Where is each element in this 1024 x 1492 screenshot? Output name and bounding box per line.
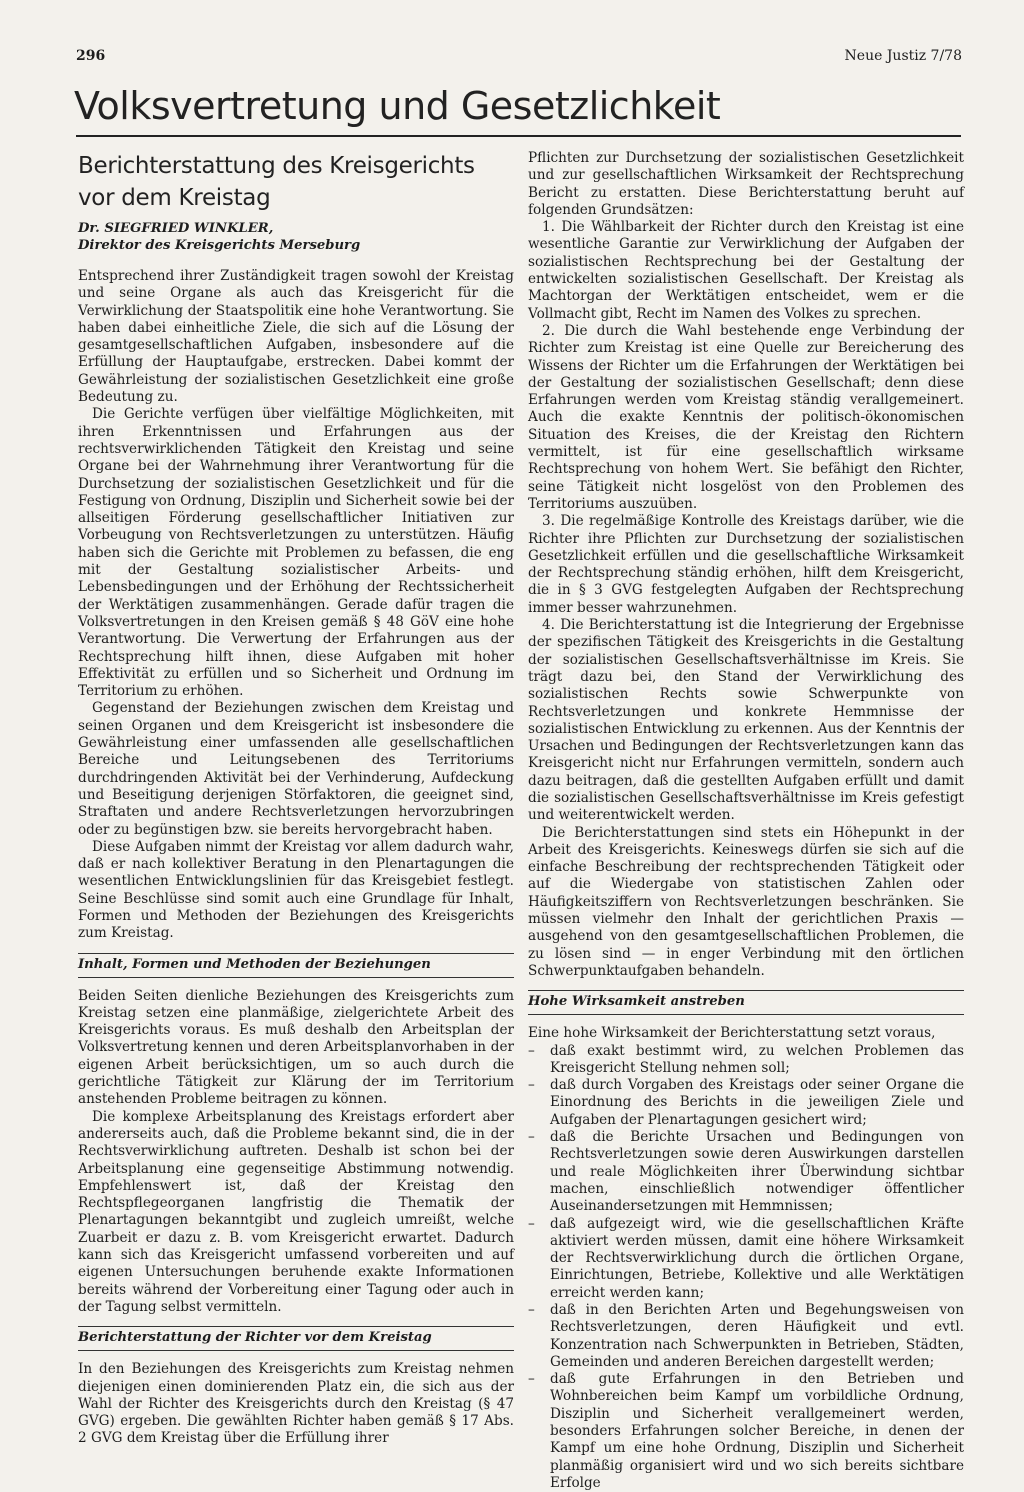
paragraph: Pflichten zur Durchsetzung der sozialistischen Gesetzlichkeit und zur gesellschaftlichen Wirksamkeit der Rechtsprechung Bericht zu erstatten. Diese Berichterstattung beruht auf folgenden Grundsätzen: xyxy=(528,150,964,218)
article-title-line: Berichterstattung des Kreisgerichts xyxy=(78,153,475,179)
paragraph: 1. Die Wählbarkeit der Richter durch den Kreistag ist eine wesentliche Garantie zur Verwirklichung der Aufgaben der sozialistischen Rechtsprechung bei der Gestaltung der entwickelten sozialistischen Gesellschaft. Der Kreistag als Machtorgan der Werktätigen entscheidet, wem er die Vollmacht gibt, Recht im Namen des Volkes zu sprechen. xyxy=(528,219,964,322)
list-item: – daß aufgezeigt wird, wie die gesellschaftlichen Kräfte aktiviert werden müssen, damit eine höhere Wirksamkeit der Rechtsverwirklichung durch die örtlichen Organe, Einrichtungen, Betriebe, Kollektive und alle Werktätigen erreicht werden kann; xyxy=(528,1216,964,1302)
right-column xyxy=(528,150,964,1492)
paragraph: Die komplexe Arbeitsplanung des Kreistags erfordert aber andererseits auch, daß die Probleme bekannt sind, die in der Rechtsverwirklichung auftreten. Deshalb ist schon bei der Arbeitsplanung eine gegenseitige Abstimmung notwendig. Empfehlenswert ist, daß der Kreistag den Rechtspflegeorganen langfristig die Thematik der Plenartagungen bekanntgibt und zugleich umreißt, welche Zuarbeit er dazu z. B. vom Kreisgericht erwartet. Dadurch kann sich das Kreisgericht umfassend vorbereiten und auf eigenen Untersuchungen beruhende exakte Informationen bereits während der Vorbereitung einer Tagung oder auch in der Tagung selbst vermitteln. xyxy=(78,1108,514,1315)
paragraph: Beiden Seiten dienliche Beziehungen des Kreisgerichts zum Kreistag setzen eine planmäßige, zielgerichtete Arbeit des Kreisgerichts voraus. Es muß deshalb den Arbeitsplan der Volksvertretung kennen und deren Arbeitsplanvorhaben in der eigenen Arbeit berücksichtigen, um so auch durch die gerichtliche Tätigkeit zur Klärung der im Territorium anstehenden Probleme beitragen zu können. xyxy=(78,987,514,1108)
paragraph: Die Gerichte verfügen über vielfältige Möglichkeiten, mit ihren Erkenntnissen und Erfahrungen aus der rechtsverwirklichenden Tätigkeit den Kreistag und seine Organe bei der Wahrnehmung ihrer Verantwortung für die Durchsetzung der sozialistischen Gesetzlichkeit und für die Festigung von Ordnung, Disziplin und Sicherheit sowie bei der allseitigen Förderung gesellschaftlicher Initiativen zur Vorbeugung von Rechtsverletzungen zu unterstützen. Häufig haben sich die Gerichte mit Problemen zu befassen, die eng mit der Gestaltung sozialistischer Arbeits- und Lebensbedingungen und der Erhöhung der Rechtssicherheit der Werktätigen zusammenhängen. Gerade dafür tragen die Volksvertretungen in den Kreisen gemäß § 48 GöV eine hohe Verantwortung. Die Verwertung der Erfahrungen aus der Rechtsprechung hilft ihnen, diese Aufgaben mit hoher Effektivität zu erfüllen und so Sicherheit und Ordnung im Territorium zu erhöhen. xyxy=(78,406,514,700)
paragraph: 3. Die regelmäßige Kontrolle des Kreistags darüber, wie die Richter ihre Pflichten zur Durchsetzung der sozialistischen Gesetzlichkeit erfüllen und die gesellschaftliche Wirksamkeit der Rechtsprechung ständig erhöhen, hilft dem Kreisgericht, die in § 3 GVG festgelegten Aufgaben der Rechtsprechung immer besser wahrzunehmen. xyxy=(528,513,964,616)
page-number: 296 xyxy=(76,48,106,64)
list-item: – daß gute Erfahrungen in den Betrieben und Wohnbereichen beim Kampf um vorbildliche Ordnung, Disziplin und Sicherheit verallgemeinert werden, besonders Erfahrungen solcher Bereiche, in denen der Kampf um eine hohe Ordnung, Disziplin und Sicherheit planmäßig organisiert wird und wo sich bereits sichtbare Erfolge xyxy=(528,1371,964,1492)
paragraph: Gegenstand der Beziehungen zwischen dem Kreistag und seinen Organen und dem Kreisgericht ist insbesondere die Gewährleistung einer umfassenden alle gesellschaftlichen Bereiche und Leitungsebenen des Territoriums durchdringenden Aktivität bei der Verhinderung, Aufdeckung und Beseitigung derjenigen Störfaktoren, die geeignet sind, Straftaten und andere Rechtsverletzungen hervorzubringen oder zu begünstigen bzw. sie bereits hervorgebracht haben. xyxy=(78,700,514,838)
list-item: – daß in den Berichten Arten und Begehungsweisen von Rechtsverletzungen, deren Häufigkeit und evtl. Konzentration nach Schwerpunkten in Betrieben, Städten, Gemeinden und anderen Bereichen dargestellt werden; xyxy=(528,1302,964,1371)
paragraph: In den Beziehungen des Kreisgerichts zum Kreistag nehmen diejenigen einen dominierenden Platz ein, die sich aus der Wahl der Richter des Kreisgerichts durch den Kreistag (§ 47 GVG) ergeben. Die gewählten Richter haben gemäß § 17 Abs. 2 GVG dem Kreistag über die Erfüllung ihrer xyxy=(78,1361,514,1447)
list-item: – daß exakt bestimmt wird, zu welchen Problemen das Kreisgericht Stellung nehmen soll; xyxy=(528,1043,964,1078)
subheading: Berichterstattung der Richter vor dem Kreistag xyxy=(78,1326,514,1351)
subheading: Inhalt, Formen und Methoden der Beziehungen xyxy=(78,953,514,978)
section-rule xyxy=(76,135,961,137)
requirements-list xyxy=(528,1043,964,1492)
paragraph: 4. Die Berichterstattung ist die Integrierung der Ergebnisse der spezifischen Tätigkeit des Kreisgerichts in die Gestaltung der sozialistischen Gesellschaftsverhältnisse im Kreis. Sie trägt dazu bei, den Stand der Verwirklichung des sozialistischen Rechts sowie Schwerpunkte von Rechtsverletzungen und konkrete Hemmnisse der sozialistischen Entwicklung zu erkennen. Aus der Kenntnis der Ursachen und Bedingungen der Rechtsverletzungen kann das Kreisgericht nicht nur Erfahrungen vermitteln, sondern auch dazu beitragen, daß die gestellten Aufgaben erfüllt und damit die sozialistischen Gesellschaftsverhältnisse im Kreis gefestigt und weiterentwickelt werden. xyxy=(528,617,964,824)
section-title: Volksvertretung und Gesetzlichkeit xyxy=(74,84,721,128)
paragraph: Die Berichterstattungen sind stets ein Höhepunkt in der Arbeit des Kreisgerichts. Keineswegs dürfen sie sich auf die einfache Beschreibung der rechtsprechenden Tätigkeit oder auf die Wiedergabe von statistischen Zahlen oder Häufigkeitsziffern von Rechtsverletzungen beschränken. Sie müssen vielmehr den Inhalt der gerichtlichen Praxis — ausgehend von den gesamtgesellschaftlichen Problemen, die zu lösen sind — in enger Verbindung mit den örtlichen Schwerpunktaufgaben behandeln. xyxy=(528,824,964,979)
left-column xyxy=(78,150,514,1448)
paragraph: Diese Aufgaben nimmt der Kreistag vor allem dadurch wahr, daß er nach kollektiver Beratung in den Plenartagungen die wesentlichen Entwicklungslinien für das Kreisgebiet festlegt. Seine Beschlüsse sind somit auch eine Grundlage für Inhalt, Formen und Methoden der Beziehungen des Kreisgerichts zum Kreistag. xyxy=(78,838,514,942)
author-block xyxy=(78,220,514,254)
article-title-line: vor dem Kreistag xyxy=(78,185,271,211)
list-item: – daß die Berichte Ursachen und Bedingungen von Rechtsverletzungen sowie deren Auswirkungen darstellen und reale Möglichkeiten ihrer Überwindung sichtbar machen, einschließlich notwendiger öffentlicher Auseinandersetzungen mit Hemmnissen; xyxy=(528,1129,964,1215)
paragraph: Entsprechend ihrer Zuständigkeit tragen sowohl der Kreistag und seine Organe als auch das Kreisgericht für die Verwirklichung der Staatspolitik eine hohe Verantwortung. Sie haben dabei einheitliche Ziele, die sich auf die Lösung der gesamtgesellschaftlichen Aufgaben, insbesondere auf die Erfüllung der Hauptaufgabe, erstrecken. Dabei kommt der Gewährleistung der sozialistischen Gesetzlichkeit eine große Bedeutung zu. xyxy=(78,268,514,406)
article-title xyxy=(78,150,514,214)
paragraph: Eine hohe Wirksamkeit der Berichterstattung setzt voraus, xyxy=(528,1025,936,1042)
list-item: – daß durch Vorgaben des Kreistags oder seiner Organe die Einordnung des Berichts in die jeweiligen Ziele und Aufgaben der Plenartagungen gesichert wird; xyxy=(528,1077,964,1129)
journal-issue: Neue Justiz 7/78 xyxy=(844,48,962,64)
page-header xyxy=(76,48,962,70)
subheading: Hohe Wirksamkeit anstreben xyxy=(528,990,964,1015)
author-name: Dr. SIEGFRIED WINKLER, xyxy=(78,221,274,236)
author-role: Direktor des Kreisgerichts Merseburg xyxy=(78,238,361,253)
paragraph: 2. Die durch die Wahl bestehende enge Verbindung der Richter zum Kreistag ist eine Quelle zur Bereicherung des Wissens der Richter um die Erfahrungen der Werktätigen bei der Gestaltung der sozialistischen Gesellschaft; denn diese Erfahrungen werden vom Kreistag ständig verallgemeinert. Auch die exakte Kenntnis der politisch-ökonomischen Situation des Kreises, die der Kreistag den Richtern vermittelt, ist für eine gesellschaftlich wirksame Rechtsprechung von hohem Wert. Sie befähigt den Richter, seine Tätigkeit nicht losgelöst von den Problemen des Territoriums auszuüben. xyxy=(528,322,964,512)
